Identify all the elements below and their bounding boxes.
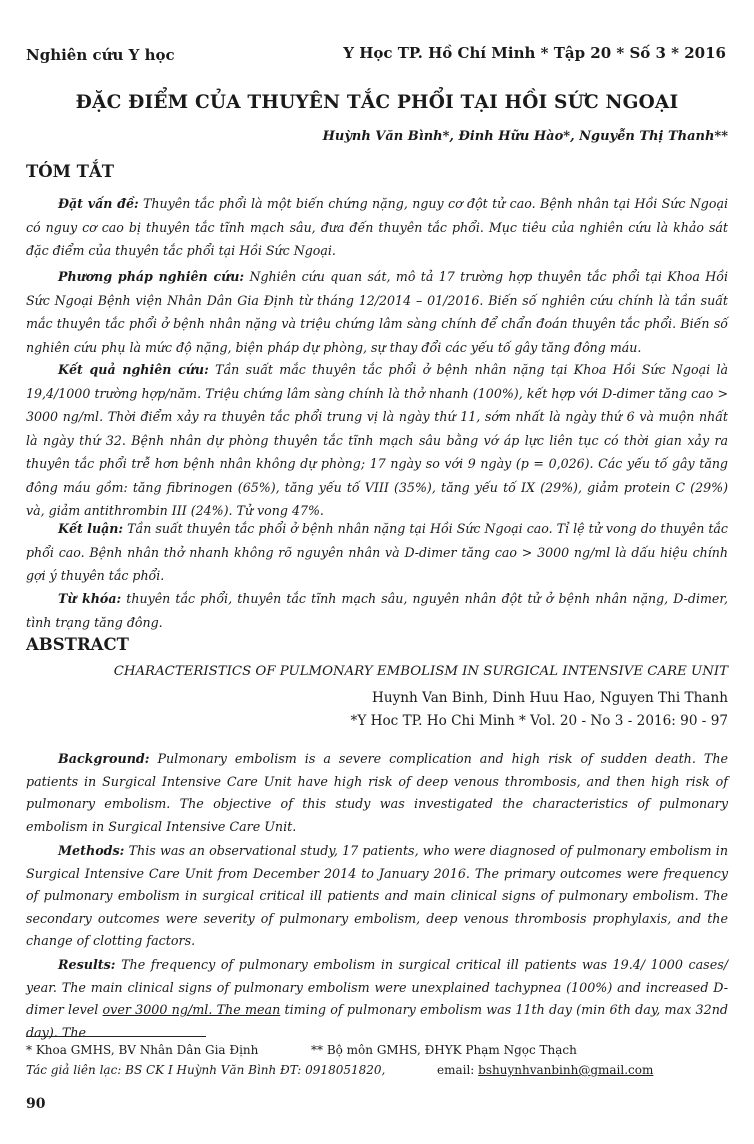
methods-label: Methods: <box>58 843 125 858</box>
tomtat-ket-qua <box>26 358 728 523</box>
article-title: ĐẶC ĐIỂM CỦA THUYÊN TẮC PHỔI TẠI HỒI SỨC NGOẠI <box>75 92 679 113</box>
tomtat-phuong-phap <box>26 265 728 359</box>
dat-van-de-label: Đặt vấn đề: <box>58 196 139 211</box>
email-block <box>437 1063 653 1077</box>
background-label: Background: <box>58 751 150 766</box>
footnote-divider <box>26 1036 206 1037</box>
tomtat-dat-van-de <box>26 192 728 263</box>
ket-qua-text: Tần suất mắc thuyên tắc phổi ở bệnh nhân nặng tại Khoa Hồi Sức Ngoại là 19,4/1000 trường hợp/năm. Triệu chứng lâm sàng chính là thở nhanh (100%), kết hợp với D-dimer tăng cao > 3000 ng/ml. Thời điểm xảy ra thuyên tắc phổi trung vị là ngày thứ 11, sớm nhất là ngày thứ 6 và muộn nhất là ngày thứ 32. Bệnh nhân dự phòng thuyên tắc tĩnh mạch sâu bằng vớ áp lực liên tục có thời gian xảy ra thuyên tắc phổi trễ hơn bệnh nhân không dự phòng; 17 ngày so với 9 ngày (p = 0,026). Các yếu tố gây tăng đông máu gồm: tăng fibrinogen (65%), tăng yếu tố VIII (35%), tăng yếu tố IX (29%), giảm protein C (29%) và, giảm antithrombin III (24%). Tử vong 47%. <box>26 362 728 518</box>
tomtat-ket-luan <box>26 517 728 588</box>
results-text-a: The frequency of pulmonary embolism in surgical critical ill patients was 19.4/ 1000 cases/ year. The main clinical signs of pulmonary embolism were unexplained tachypnea (100%) and increased D-dimer level <box>26 957 728 1018</box>
phuong-phap-label: Phương pháp nghiên cứu: <box>58 269 245 284</box>
journal-section-label: Nghiên cứu Y học <box>26 46 175 64</box>
abstract-results <box>26 954 728 1044</box>
abstract-title: CHARACTERISTICS OF PULMONARY EMBOLISM IN SURGICAL INTENSIVE CARE UNIT <box>113 664 728 679</box>
page-number: 90 <box>26 1096 46 1112</box>
authors-english: Huynh Van Binh, Dinh Huu Hao, Nguyen Thi Thanh <box>372 690 728 706</box>
phuong-phap-text: Nghiên cứu quan sát, mô tả 17 trường hợp thuyên tắc phổi tại Khoa Hồi Sức Ngoại Bệnh viện Nhân Dân Gia Định từ tháng 12/2014 – 01/2016. Biến số nghiên cứu chính là tần suất mắc thuyên tắc phổi ở bệnh nhân nặng và triệu chứng lâm sàng chính để chẩn đoán thuyên tắc phổi. Biến số nghiên cứu phụ là mức độ nặng, biện pháp dự phòng, sự thay đổi các yếu tố gây tăng đông máu. <box>26 269 728 355</box>
abstract-heading: ABSTRACT <box>26 635 129 654</box>
results-text-underlined: over 3000 ng/ml. The mean <box>102 1002 281 1018</box>
abstract-methods <box>26 840 728 953</box>
dat-van-de-text: Thuyên tắc phổi là một biến chứng nặng, nguy cơ đột tử cao. Bệnh nhân tại Hồi Sức Ngoại có nguy cơ cao bị thuyên tắc tĩnh mạch sâu, đưa đến thuyên tắc phổi. Mục tiêu của nghiên cứu là khảo sát đặc điểm của thuyên tắc phổi tại Hồi Sức Ngoại. <box>26 196 728 258</box>
ket-luan-text: Tần suất thuyên tắc phổi ở bệnh nhân nặng tại Hồi Sức Ngoại cao. Tỉ lệ tử vong do thuyên tắc phổi cao. Bệnh nhân thở nhanh không rõ nguyên nhân và D-dimer tăng cao > 3000 ng/ml là dấu hiệu chính gợi ý thuyên tắc phổi. <box>26 521 728 583</box>
ket-qua-label: Kết quả nghiên cứu: <box>58 362 209 377</box>
background-text: Pulmonary embolism is a severe complication and high risk of sudden death. The patients in Surgical Intensive Care Unit have high risk of deep venous thrombosis, and then high risk of pulmonary embolism. The objective of this study was investigated the characteristics of pulmonary embolism in Surgical Intensive Care Unit. <box>26 751 728 834</box>
results-label: Results: <box>58 957 116 972</box>
footnote-contact <box>26 1063 654 1077</box>
ket-luan-label: Kết luận: <box>58 521 124 536</box>
tomtat-tu-khoa <box>26 587 728 634</box>
footnote-affiliations <box>26 1043 577 1057</box>
methods-text: This was an observational study, 17 patients, who were diagnosed of pulmonary embolism in Surgical Intensive Care Unit from December 2014 to January 2016. The primary outcomes were frequency of pulmonary embolism in surgical critical ill patients and main clinical signs of pulmonary embolism. The secondary outcomes were severity of pulmonary embolism, deep venous thrombosis prophylaxis, and the change of clotting factors. <box>26 843 728 949</box>
email-label: email: <box>437 1063 479 1077</box>
tu-khoa-label: Từ khóa: <box>58 591 122 606</box>
abstract-background <box>26 748 728 838</box>
abstract-citation: *Y Hoc TP. Ho Chi Minh * Vol. 20 - No 3 - 2016: 90 - 97 <box>350 713 728 729</box>
contact-text: Tác giả liên lạc: BS CK I Huỳnh Văn Bình ĐT: 0918051820, <box>26 1063 386 1077</box>
results-text-b: timing of pulmonary embolism was 11th day (min 6th day, max 32nd day). The <box>26 1002 728 1040</box>
email-link[interactable]: bshuynhvanbinh@gmail.com <box>478 1063 654 1077</box>
journal-citation-header: Y Học TP. Hồ Chí Minh * Tập 20 * Số 3 * 2016 <box>343 44 726 62</box>
authors-vietnamese: Huỳnh Văn Bình*, Đinh Hữu Hào*, Nguyễn Thị Thanh** <box>322 129 728 144</box>
affiliation-1: * Khoa GMHS, BV Nhân Dân Gia Định <box>26 1043 259 1057</box>
affiliation-2: ** Bộ môn GMHS, ĐHYK Phạm Ngọc Thạch <box>311 1043 577 1057</box>
tu-khoa-text: thuyên tắc phổi, thuyên tắc tĩnh mạch sâu, nguyên nhân đột tử ở bệnh nhân nặng, D-dimer, tình trạng tăng đông. <box>26 591 729 630</box>
tomtat-heading: TÓM TẮT <box>26 162 115 181</box>
